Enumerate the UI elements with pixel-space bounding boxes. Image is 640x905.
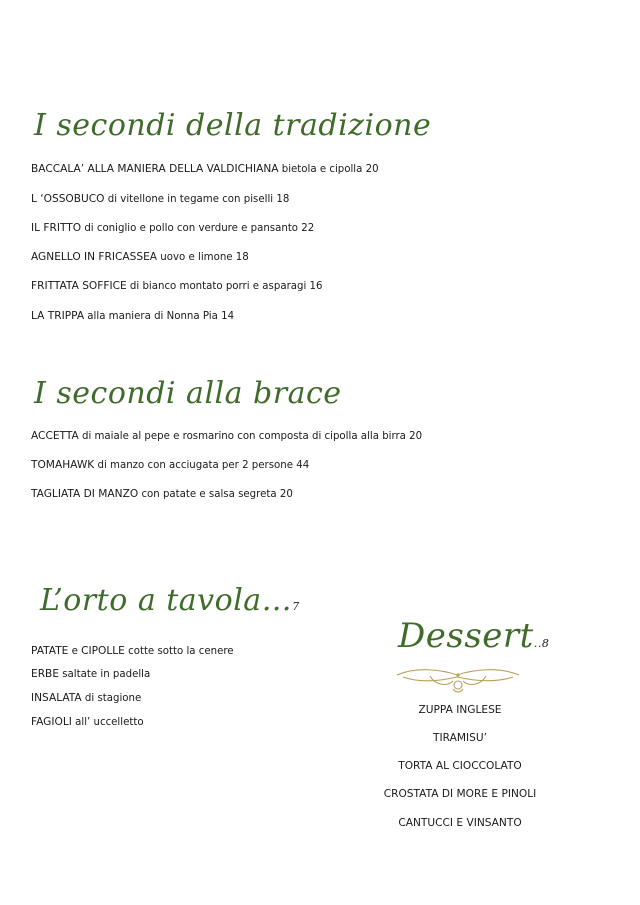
- dessert-item: TIRAMISU’: [433, 732, 487, 744]
- orto-title-text: L’orto a tavola…: [40, 583, 293, 618]
- section-title-tradizione: I secondi della tradizione: [34, 108, 432, 143]
- dessert-price: ..8: [533, 637, 550, 650]
- menu-item: FAGIOLI all’ uccelletto: [31, 716, 144, 728]
- menu-item: PATATE e CIPOLLE cotte sotto la cenere: [31, 645, 234, 657]
- dessert-item: TORTA AL CIOCCOLATO: [398, 760, 522, 772]
- dessert-item: CANTUCCI E VINSANTO: [398, 817, 522, 829]
- dessert-item: ZUPPA INGLESE: [418, 704, 502, 716]
- flourish-ornament-icon: [395, 665, 521, 695]
- dessert-title-text: Dessert: [398, 616, 534, 656]
- section-title-dessert: [398, 616, 549, 656]
- menu-item: IL FRITTO di coniglio e pollo con verdure e pansanto 22: [31, 222, 315, 234]
- section-title-orto: [40, 583, 300, 618]
- menu-item: TAGLIATA DI MANZO con patate e salsa segreta 20: [31, 488, 293, 500]
- menu-item: L ‘OSSOBUCO di vitellone in tegame con piselli 18: [31, 193, 290, 205]
- menu-item: ERBE saltate in padella: [31, 668, 151, 680]
- menu-item: LA TRIPPA alla maniera di Nonna Pia 14: [31, 310, 235, 322]
- menu-item: FRITTATA SOFFICE di bianco montato porri e asparagi 16: [31, 280, 323, 292]
- section-title-brace: I secondi alla brace: [34, 376, 342, 411]
- menu-item: TOMAHAWK di manzo con acciugata per 2 persone 44: [31, 459, 310, 471]
- menu-item: BACCALA’ ALLA MANIERA DELLA VALDICHIANA bietola e cipolla 20: [31, 163, 379, 175]
- menu-item: AGNELLO IN FRICASSEA uovo e limone 18: [31, 251, 249, 263]
- orto-price: 7: [292, 600, 300, 613]
- menu-item: INSALATA di stagione: [31, 692, 142, 704]
- dessert-item: CROSTATA DI MORE E PINOLI: [383, 788, 537, 800]
- menu-item: ACCETTA di maiale al pepe e rosmarino con composta di cipolla alla birra 20: [31, 430, 423, 442]
